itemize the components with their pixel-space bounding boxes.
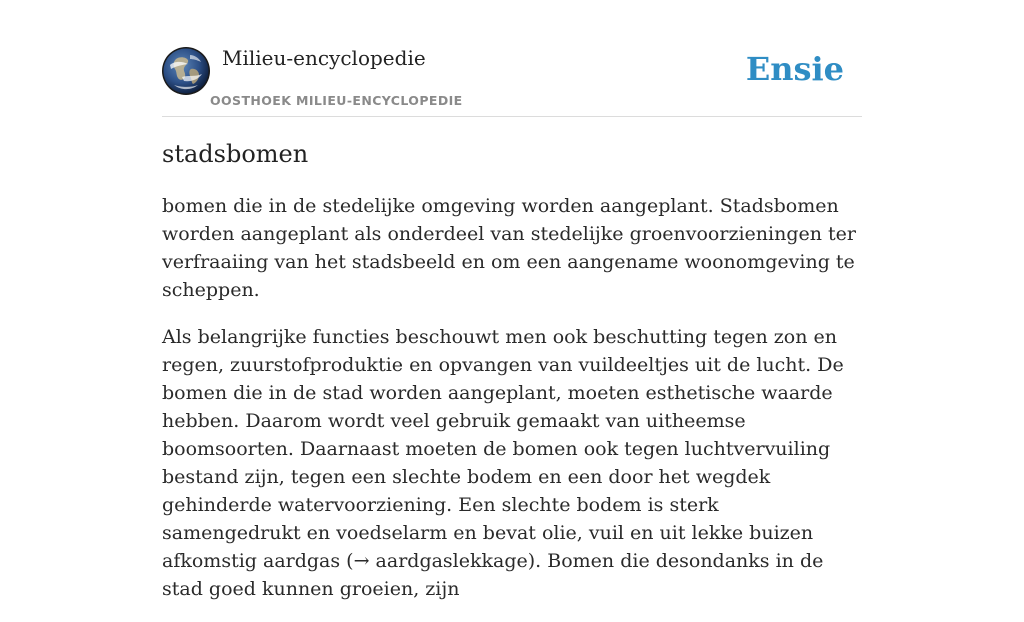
earth-globe-graphic <box>162 47 210 95</box>
article-paragraph: bomen die in de stedelijke omgeving worden aangeplant. Stadsbomen worden aangeplant als onderdeel van stedelijke groenvoorzieningen ter verfraaiing van het stadsbeeld en om een aangename woonomgeving te scheppen. <box>162 195 856 301</box>
earth-globe-icon[interactable] <box>162 47 210 95</box>
site-title[interactable]: Milieu-encyclopedie <box>222 46 426 70</box>
ensie-brand-logo[interactable]: Ensie <box>745 50 844 88</box>
article-paragraph: Als belangrijke functies beschouwt men ook beschutting tegen zon en regen, zuurstofproduktie en opvangen van vuildeeltjes uit de lucht. De bomen die in de stad worden aangeplant, moeten esthetische waarde hebben. Daarom wordt veel gebruik gemaakt van uitheemse boomsoorten. Daarnaast moeten de bomen ook tegen luchtvervuiling bestand zijn, tegen een slechte bodem en een door het wegdek gehinderde watervoorziening. Een slechte bodem is sterk samengedrukt en voedselarm en bevat olie, vuil en uit lekke buizen afkomstig aardgas (→ aardgaslekkage). Bomen die desondanks in de stad goed kunnen groeien, zijn <box>162 326 844 600</box>
term-heading: stadsbomen <box>162 140 309 168</box>
site-header <box>162 0 862 117</box>
page <box>162 0 862 600</box>
site-subtitle[interactable]: OOSTHOEK MILIEU-ENCYCLOPEDIE <box>210 93 463 108</box>
article-body <box>162 192 862 622</box>
